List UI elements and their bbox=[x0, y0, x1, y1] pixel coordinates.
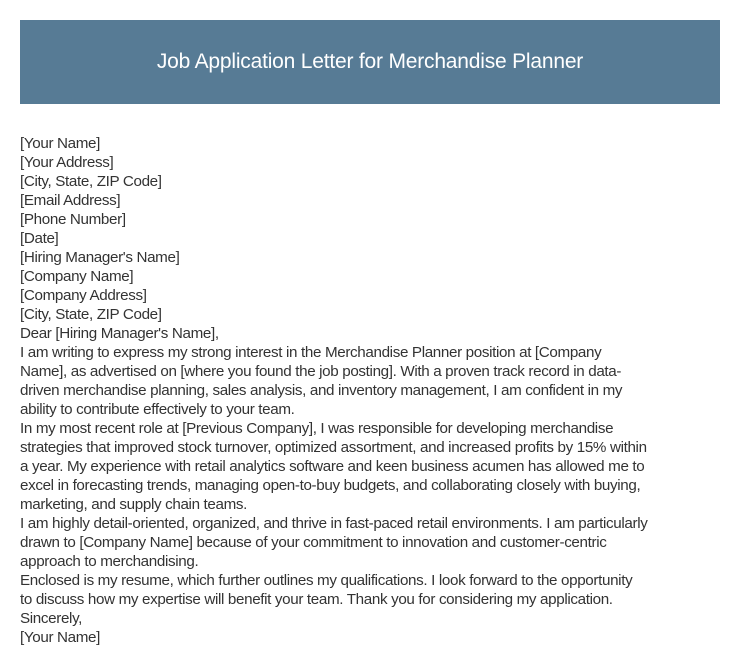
paragraph-line: Name], as advertised on [where you found the job posting]. With a proven track record in data- bbox=[20, 363, 622, 380]
letter-body bbox=[20, 134, 724, 647]
recipient-hiring-manager: [Hiring Manager's Name] bbox=[20, 249, 180, 266]
paragraph-line: a year. My experience with retail analytics software and keen business acumen has allowed me to bbox=[20, 458, 645, 475]
sender-phone: [Phone Number] bbox=[20, 211, 126, 228]
paragraph-line: Enclosed is my resume, which further outlines my qualifications. I look forward to the opportunity bbox=[20, 572, 633, 589]
recipient-city-state-zip: [City, State, ZIP Code] bbox=[20, 306, 162, 323]
closing: Sincerely, bbox=[20, 610, 83, 627]
paragraph-line: drawn to [Company Name] because of your commitment to innovation and customer-centric bbox=[20, 534, 607, 551]
paragraph-experience bbox=[20, 419, 724, 514]
paragraph-line: ability to contribute effectively to your team. bbox=[20, 401, 295, 418]
paragraph-line: to discuss how my expertise will benefit your team. Thank you for considering my application. bbox=[20, 591, 613, 608]
paragraph-line: approach to merchandising. bbox=[20, 553, 199, 570]
paragraph-line: strategies that improved stock turnover, optimized assortment, and increased profits by 15% within bbox=[20, 439, 647, 456]
paragraph-line: I am writing to express my strong interest in the Merchandise Planner position at [Company bbox=[20, 344, 602, 361]
signature: [Your Name] bbox=[20, 629, 101, 646]
recipient-company-address: [Company Address] bbox=[20, 287, 147, 304]
sender-email: [Email Address] bbox=[20, 192, 121, 209]
salutation: Dear [Hiring Manager's Name], bbox=[20, 325, 219, 342]
paragraph-line: excel in forecasting trends, managing open-to-buy budgets, and collaborating closely with buying, bbox=[20, 477, 641, 494]
paragraph-line: In my most recent role at [Previous Company], I was responsible for developing merchandise bbox=[20, 420, 614, 437]
page-header bbox=[20, 20, 720, 104]
paragraph-line: marketing, and supply chain teams. bbox=[20, 496, 248, 513]
page-title: Job Application Letter for Merchandise Planner bbox=[156, 50, 584, 73]
recipient-company-name: [Company Name] bbox=[20, 268, 134, 285]
paragraph-line: driven merchandise planning, sales analysis, and inventory management, I am confident in my bbox=[20, 382, 623, 399]
sender-address: [Your Address] bbox=[20, 154, 114, 171]
recipient-block bbox=[20, 248, 724, 324]
sender-city-state-zip: [City, State, ZIP Code] bbox=[20, 173, 162, 190]
paragraph-line: I am highly detail-oriented, organized, and thrive in fast-paced retail environments. I am particularly bbox=[20, 515, 648, 532]
letter-date: [Date] bbox=[20, 230, 59, 247]
paragraph-qualities bbox=[20, 514, 724, 571]
paragraph-intro bbox=[20, 343, 724, 419]
sender-name: [Your Name] bbox=[20, 135, 101, 152]
sender-block bbox=[20, 134, 724, 248]
paragraph-closing bbox=[20, 571, 724, 609]
